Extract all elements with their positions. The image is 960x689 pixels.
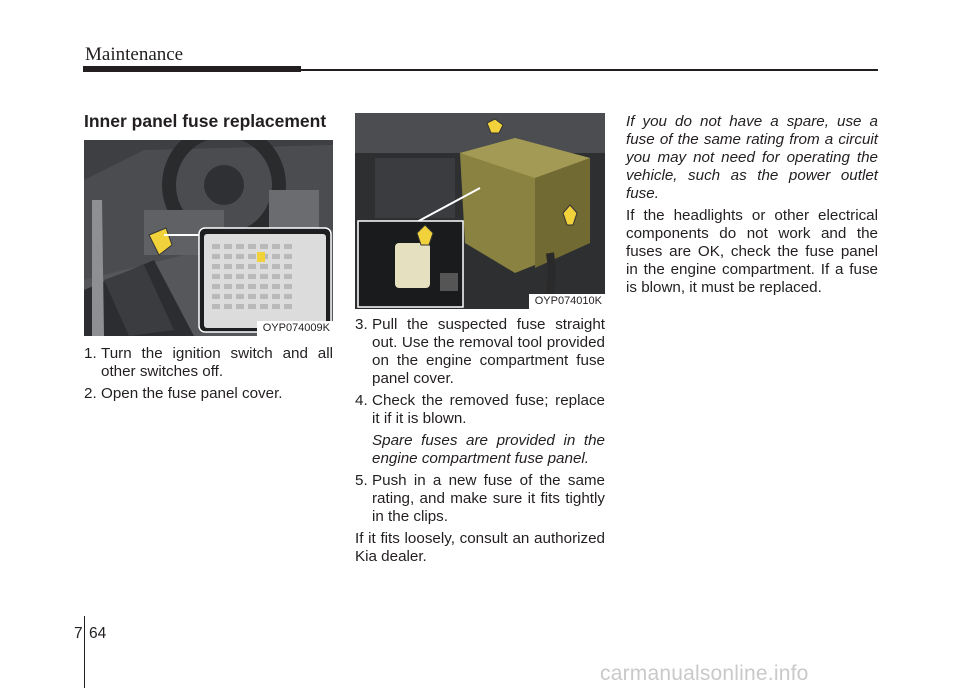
- section-title: Inner panel fuse replacement: [84, 111, 327, 131]
- step-number: 5.: [355, 472, 368, 489]
- image-caption: OYP074010K: [529, 294, 605, 309]
- image-caption: OYP074009K: [257, 321, 333, 336]
- engine-fuse-box-photo: [355, 113, 605, 309]
- closing-paragraph: If it fits loosely, consult an authorized Kia dealer.: [355, 530, 605, 565]
- step-text: Check the removed fuse; replace it if it is blown.: [372, 392, 605, 427]
- footer-divider: [84, 616, 85, 688]
- spare-advice-paragraph: If you do not have a spare, use a fuse of the same rating from a circuit you may not need for operating the vehicle, such as the power outlet fuse.: [626, 113, 878, 202]
- step-number: 3.: [355, 316, 368, 333]
- step-5: [355, 472, 605, 526]
- middle-steps: [355, 316, 605, 570]
- step-4: [355, 392, 605, 428]
- interior-illustration: [84, 140, 333, 336]
- header-rule-thick: [83, 66, 301, 72]
- right-text: [626, 113, 878, 301]
- headlight-paragraph: If the headlights or other electrical components do not work and the fuses are OK, check the fuse panel in the engine compartment. If a fuse is blown, it must be replaced.: [626, 207, 878, 296]
- step-number: 2.: [84, 385, 97, 402]
- engine-illustration: [355, 113, 605, 309]
- left-steps: [84, 345, 333, 407]
- interior-fuse-panel-photo: [84, 140, 333, 336]
- step-3: [355, 316, 605, 388]
- step-text: Pull the suspected fuse straight out. Use the removal tool provided on the engine compartment fuse panel cover.: [372, 316, 605, 387]
- step-number: 4.: [355, 392, 368, 409]
- page-number: 64: [89, 625, 107, 642]
- step-1: [84, 345, 333, 381]
- running-header: Maintenance: [85, 44, 184, 65]
- chapter-number: 7: [74, 625, 83, 642]
- step-number: 1.: [84, 345, 97, 362]
- step-text: Push in a new fuse of the same rating, and make sure it fits tightly in the clips.: [372, 472, 605, 525]
- step-text: Open the fuse panel cover.: [101, 385, 283, 402]
- header-rule-thin: [301, 69, 878, 71]
- spare-fuse-note: Spare fuses are provided in the engine compartment fuse panel.: [372, 432, 605, 467]
- step-text: Turn the ignition switch and all other switches off.: [101, 345, 333, 380]
- step-2: [84, 385, 333, 403]
- watermark: carmanualsonline.info: [600, 662, 809, 685]
